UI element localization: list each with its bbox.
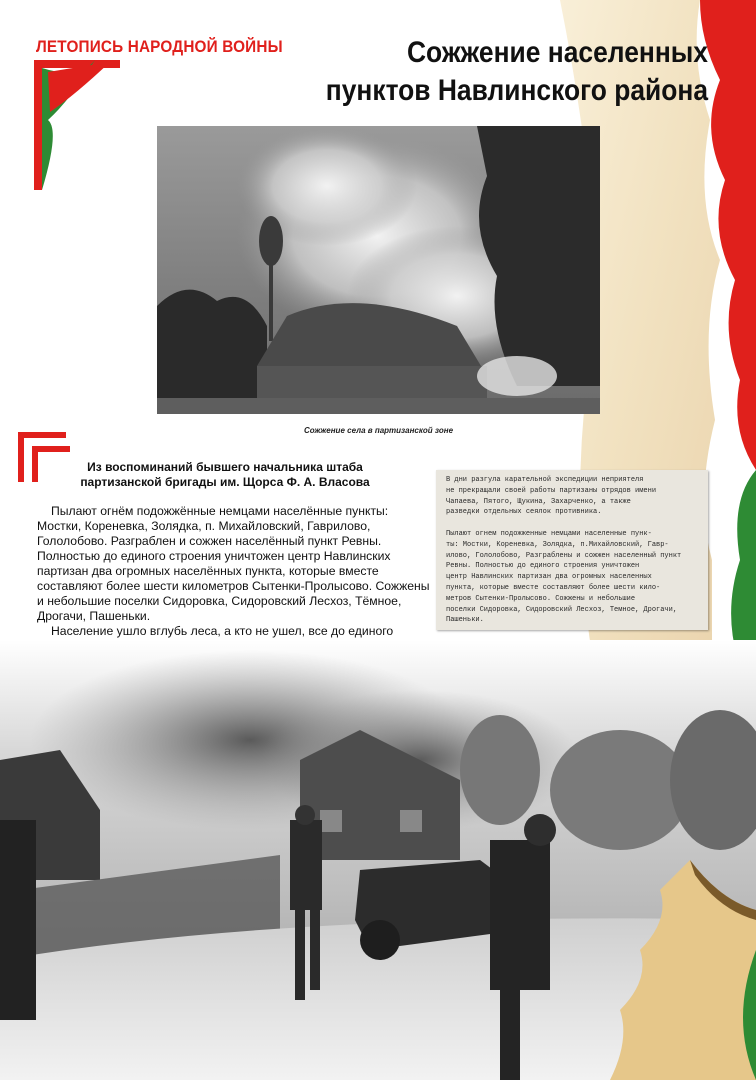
memoir-paragraph-2: Население ушло вглубь леса, а кто не ушел, все до единого <box>51 624 394 638</box>
burning-house-photo <box>157 126 600 414</box>
memoir-paragraph-1: Пылают огнём подожжённые немцами населённые пункты: Мостки, Кореневка, Золядка, п. Михайловский, Гаврилово, Гололобово. Разграблен и сожжен населённый пункт Ревны. Полностью до единого строения уничтожен центр Навлинских партизан два огромных населённых пункта, которые вместе составляют более шести километров Сытенки-Пролысово. Сожжены и небольшие поселки Сидоровка, Сидоровский Лесхоз, Тёмное, Дрогачи, Пашеньки. <box>37 504 430 623</box>
memoir-heading-line-2: партизанской бригады им. Щорса Ф. А. Власова <box>80 475 370 489</box>
document-line: Пашеньки. <box>446 616 484 625</box>
village-burning-photo <box>0 640 756 1080</box>
title-line-1: Сожжение населенных <box>406 36 708 69</box>
photo-caption: Сожжение села в партизанской зоне <box>303 426 454 435</box>
document-line: Ревны. Полностью до единого строения уничтожен <box>446 562 640 571</box>
parchment-corner <box>600 860 756 1080</box>
document-line: поселки Сидоровка, Сидоровский Лесхоз, Темное, Дрогачи, <box>446 605 678 614</box>
page-title <box>303 34 708 110</box>
document-line: разведки отдельных сеялок противника. <box>446 508 602 517</box>
document-line: Пылают огнем подожженные немцами населенные пунк- <box>446 530 652 538</box>
document-line: илово, Гололобово, Разграблены и сожжен населенный пункт <box>446 551 682 560</box>
document-line: метров Сытенки-Пролысово. Сожжены и небольшие <box>446 594 636 603</box>
document-line: В дни разгула карательной экспедиции неприятеля <box>446 476 644 484</box>
document-line: не прекращали своей работы партизаны отрядов имени <box>446 486 657 495</box>
memoir-text <box>37 504 432 654</box>
memoir-heading <box>60 460 390 490</box>
archival-document-scan <box>436 470 708 630</box>
title-line-2: пунктов Навлинского района <box>325 74 708 107</box>
document-line: ты: Мостки, Кореневка, Золядка, п.Михайловский, Гавр- <box>446 540 669 549</box>
series-label: ЛЕТОПИСЬ НАРОДНОЙ ВОЙНЫ <box>36 37 283 56</box>
document-line: Чапаева, Пятого, Щукина, Захарченко, а также <box>446 497 631 506</box>
memoir-heading-line-1: Из воспоминаний бывшего начальника штаба <box>87 460 363 474</box>
document-line: пункта, которые вместе составляют более шести кило- <box>446 584 661 592</box>
document-line: центр Навлинских партизан два огромных населенных <box>446 573 652 582</box>
